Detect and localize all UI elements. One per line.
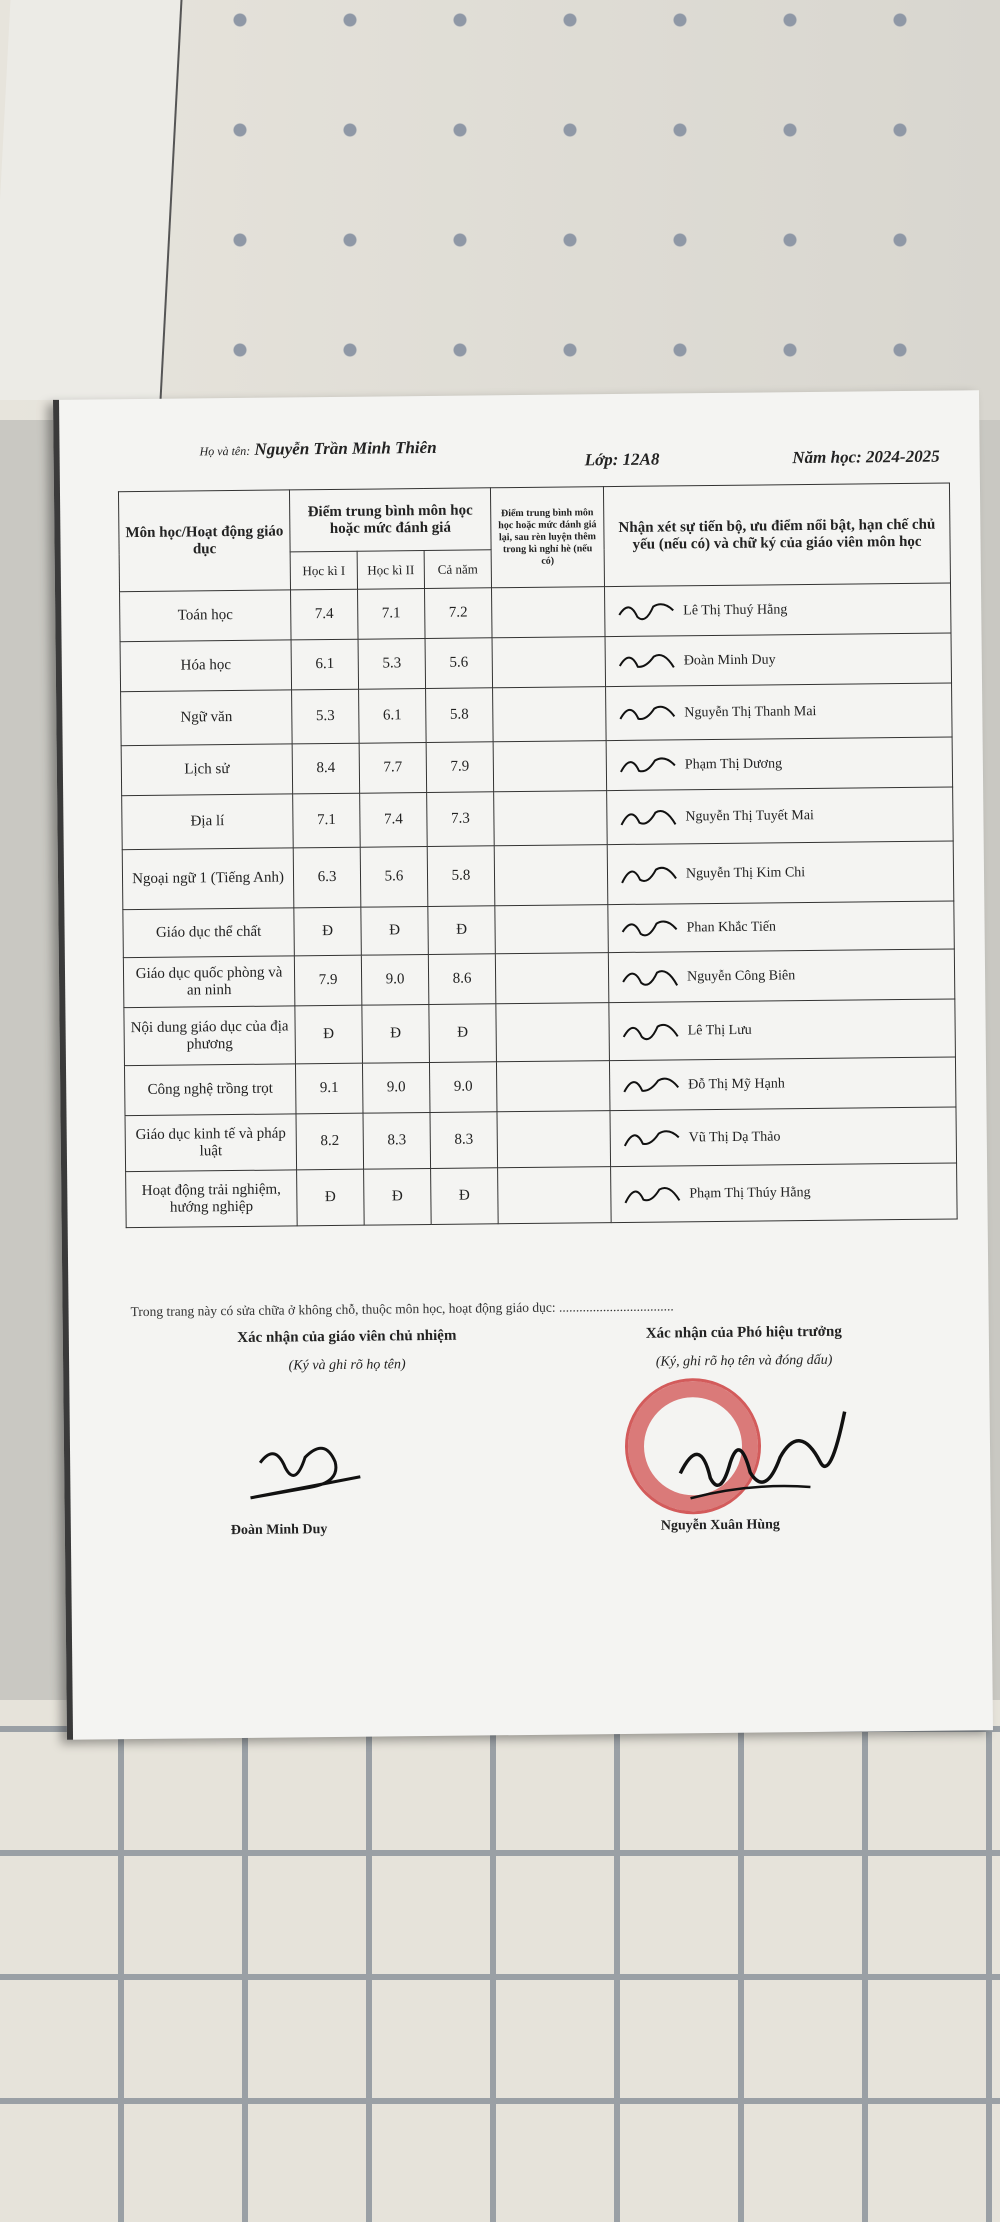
teacher-signature [618,859,680,890]
term1-cell: 7.9 [294,955,362,1006]
teacher-signature [616,698,678,729]
term2-cell: 5.6 [360,846,428,907]
year-cell: 5.8 [426,688,494,743]
background-paper-sheet [0,0,182,400]
teacher-cell [611,1163,958,1223]
subject-cell: Giáo dục thể chất [123,908,294,958]
teacher-cell [606,737,953,791]
year-cell: 9.0 [429,1062,497,1113]
vice-principal-subtitle: (Ký, ghi rõ họ tên và đóng dấu) [655,1352,833,1370]
subject-cell: Hóa học [120,640,292,692]
teacher-name: Phạm Thị Dương [684,755,783,773]
teacher-signature [621,1123,683,1154]
class-line [585,450,660,471]
homeroom-subtitle: (Ký và ghi rõ họ tên) [288,1357,406,1374]
year-label: Năm học: [792,447,862,468]
term1-cell: Đ [294,907,361,956]
retest-cell [494,791,608,846]
report-card-page [53,390,993,1740]
term2-cell: 7.7 [359,742,427,793]
teacher-signature [621,1179,683,1210]
homeroom-title: Xác nhận của giáo viên chủ nhiệm [237,1327,457,1347]
vice-principal-confirmation [579,1323,909,1371]
year-cell: 5.6 [425,638,493,689]
term1-cell: Đ [295,1005,363,1064]
term1-cell: Đ [297,1169,365,1226]
term2-cell: 8.3 [363,1112,431,1169]
retest-cell [492,637,606,688]
retest-cell [495,905,608,954]
subject-cell: Giáo dục kinh tế và pháp luật [125,1114,297,1172]
vice-principal-title: Xác nhận của Phó hiệu trưởng [645,1323,842,1342]
subject-cell: Hoạt động trải nghiệm, hướng nghiệp [126,1170,298,1228]
table-row [120,583,951,642]
teacher-name: Lê Thị Lưu [687,1022,752,1038]
background-fabric-bottom [0,1700,1000,2222]
teacher-signature [617,750,679,781]
term2-cell: 7.1 [358,589,426,640]
header-comment: Nhận xét sự tiến bộ, ưu điểm nổi bật, hạn chế chủ yếu (nếu có) và chữ ký của giáo viên môn học [603,483,950,587]
vice-principal-signer: Nguyễn Xuân Hùng [660,1517,780,1534]
term1-cell: 9.1 [295,1063,363,1114]
retest-cell [493,687,607,742]
subject-cell: Địa lí [122,794,294,850]
year-cell: Đ [428,906,495,955]
teacher-signature [619,962,681,993]
year-line [792,447,940,469]
teacher-name: Vũ Thị Dạ Thảo [688,1129,781,1145]
teacher-name: Nguyễn Thị Kim Chi [685,864,806,882]
teacher-signature [619,1016,681,1047]
term1-cell: 6.3 [293,847,361,908]
teacher-name: Nguyễn Thị Tuyết Mai [685,807,814,825]
term1-cell: 5.3 [292,689,360,744]
teacher-signature [616,646,678,677]
teacher-cell [610,1107,957,1167]
class-label: Lớp: [584,449,619,470]
term1-cell: 8.4 [292,743,360,794]
retest-cell [496,1061,610,1112]
teacher-signature [617,802,679,833]
teacher-signature [615,596,677,627]
retest-cell [496,1003,610,1062]
header-term1: Học kì I [290,551,357,590]
subject-cell: Lịch sử [121,744,293,796]
year-cell: 7.9 [426,742,494,793]
header-subject: Môn học/Hoạt động giáo dục [118,490,290,592]
table-row [122,787,954,850]
year-cell: Đ [429,1004,497,1063]
retest-cell [497,1111,611,1168]
term1-cell: 7.1 [293,793,361,848]
teacher-name: Nguyễn Thị Thanh Mai [684,703,817,721]
subject-cell: Ngữ văn [121,690,293,746]
student-name: Nguyễn Trần Minh Thiên [254,437,437,459]
vice-principal-signature [670,1401,861,1513]
subject-cell: Nội dung giáo dục của địa phương [124,1006,296,1066]
student-label: Họ và tên: [199,443,251,459]
teacher-cell [606,683,953,741]
term1-cell: 7.4 [291,589,359,640]
grades-table [118,482,958,1228]
table-row [125,1107,957,1172]
header-term2: Học kì II [357,551,424,590]
term2-cell: 9.0 [362,1062,430,1113]
table-row [126,1163,958,1228]
table-row [120,633,951,692]
year-cell: 8.6 [428,954,496,1005]
term2-cell: Đ [362,1004,430,1063]
teacher-name: Đoàn Minh Duy [683,652,776,669]
table-row [121,683,953,746]
retest-cell [498,1167,612,1224]
retest-cell [492,587,606,638]
term2-cell: 9.0 [361,954,429,1005]
table-row [124,999,956,1066]
page-header [129,433,939,481]
term2-cell: 6.1 [359,688,427,743]
subject-cell: Toán học [120,590,292,642]
year-cell: 7.3 [427,792,495,847]
class-value: 12A8 [622,449,660,469]
homeroom-confirmation [177,1327,517,1376]
retest-cell [494,845,608,906]
table-row [123,949,954,1008]
teacher-name: Lê Thị Thuý Hằng [683,601,788,619]
teacher-signature [620,1070,682,1101]
subject-cell: Ngoại ngữ 1 (Tiếng Anh) [122,848,294,910]
year-cell: 5.8 [427,846,495,907]
header-retest: Điểm trung bình môn học hoặc mức đánh giá lại, sau rèn luyện thêm trong kì nghỉ hè (nếu có) [490,487,604,588]
table-row [122,841,954,910]
homeroom-signature [240,1437,371,1508]
teacher-cell [604,583,951,637]
year-cell: 8.3 [430,1112,498,1169]
table-row [124,1057,955,1116]
retest-cell [493,741,607,792]
teacher-cell [608,949,955,1003]
homeroom-signer: Đoàn Minh Duy [230,1522,328,1539]
teacher-cell [609,1057,956,1111]
teacher-name: Phan Khắc Tiến [686,919,777,935]
year-cell: Đ [431,1168,499,1225]
teacher-cell [609,999,956,1061]
student-name-line [199,438,436,460]
term2-cell: Đ [361,906,428,955]
teacher-cell [605,633,952,687]
table-row [123,901,954,958]
grades-body [120,583,958,1228]
teacher-cell [607,841,954,905]
table-row [121,737,952,796]
subject-cell: Giáo dục quốc phòng và an ninh [123,956,295,1008]
term2-cell: Đ [364,1168,432,1225]
term2-cell: 7.4 [360,792,428,847]
retest-cell [495,953,609,1004]
header-average: Điểm trung bình môn học hoặc mức đánh giá [289,488,491,552]
subject-cell: Công nghệ trồng trọt [124,1064,296,1116]
teacher-cell [607,787,954,845]
header-year: Cả năm [424,550,491,589]
teacher-cell [608,901,954,953]
teacher-signature [618,913,680,944]
term1-cell: 6.1 [291,639,359,690]
teacher-name: Phạm Thị Thúy Hằng [689,1184,811,1201]
term1-cell: 8.2 [296,1113,364,1170]
teacher-name: Nguyễn Công Biên [687,967,796,984]
year-value: 2024-2025 [865,446,940,467]
year-cell: 7.2 [425,588,493,639]
teacher-name: Đỗ Thị Mỹ Hạnh [688,1075,785,1092]
correction-note: Trong trang này có sửa chữa ở không chỗ, thuộc môn học, hoạt động giáo dục: .................................. [130,1298,674,1320]
term2-cell: 5.3 [358,639,426,690]
